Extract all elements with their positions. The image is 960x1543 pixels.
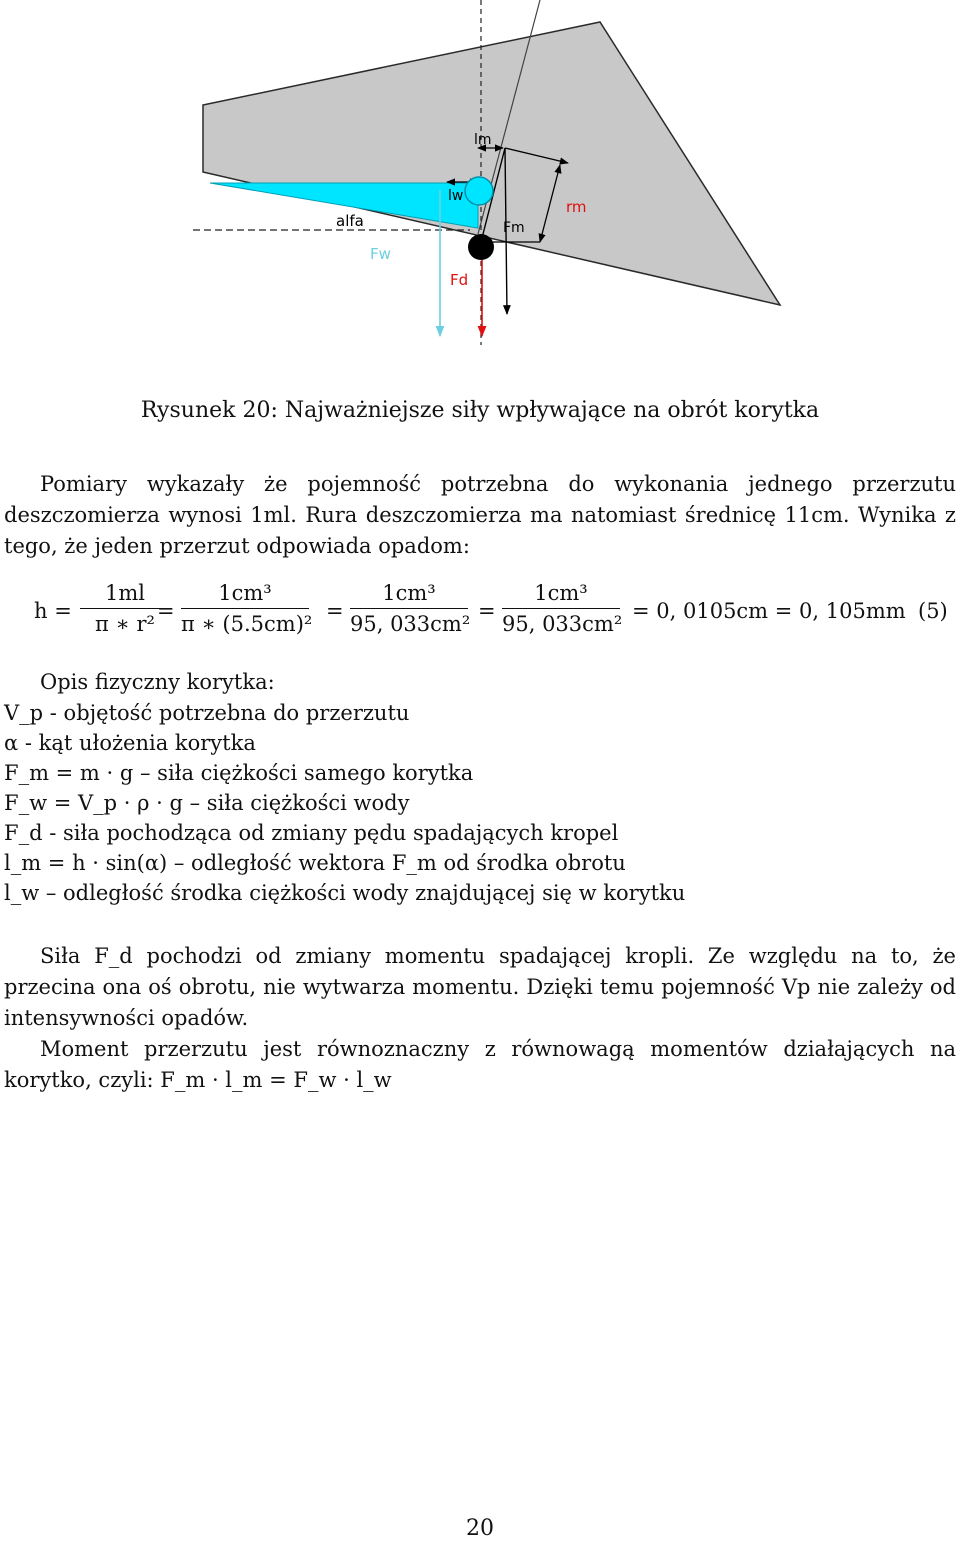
desc-item-fd: F_d - siła pochodząca od zmiany pędu spadających kropel xyxy=(4,821,619,845)
paragraph-fd: Siła F_d pochodzi od zmiany momentu spadającej kropli. Ze względu na to, że przecina ona oś obrotu, nie wytwarza momentu. Dzięki temu pojemność Vp nie zależy od intensywności opadów. xyxy=(4,944,956,1030)
trough-force-diagram xyxy=(0,0,960,360)
eq-frac-1-num: 1ml xyxy=(80,581,170,609)
eq-frac-4 xyxy=(502,581,623,636)
label-rm: rm xyxy=(566,198,587,216)
label-fd: Fd xyxy=(450,271,469,289)
intro-paragraph: Pomiary wykazały że pojemność potrzebna do wykonania jednego przerzutu deszczomierza wynosi 1ml. Rura deszczomierza ma natomiast średnicę 11cm. Wynika z tego, że jeden przerzut odpowiada opadom: xyxy=(4,472,956,558)
eq-frac-4-num: 1cm³ xyxy=(502,581,620,609)
eq-frac-3 xyxy=(350,581,471,636)
paragraph-moment: Moment przerzutu jest równoznaczny z równowagą momentów działających na korytko, czyli: F_m · l_m = F_w · l_w xyxy=(4,1037,956,1092)
pivot-circle xyxy=(468,234,494,260)
eq-frac-2-num: 1cm³ xyxy=(181,581,309,609)
label-fm: Fm xyxy=(503,220,525,236)
desc-item-alpha: α - kąt ułożenia korytka xyxy=(4,731,256,755)
description-list xyxy=(4,698,685,908)
eq-result: = 0, 0105cm = 0, 105mm xyxy=(632,599,906,623)
eq-lhs: h = xyxy=(34,599,72,623)
water-drop-circle xyxy=(465,177,493,205)
eq-frac-3-num: 1cm³ xyxy=(350,581,468,609)
eq-number: (5) xyxy=(918,599,948,623)
eq-eq-1: = xyxy=(157,599,175,623)
eq-eq-2: = xyxy=(326,599,344,623)
eq-frac-4-den: 95, 033cm² xyxy=(502,612,623,636)
label-lw: lw xyxy=(448,188,464,204)
trough-body xyxy=(203,22,780,305)
label-fw: Fw xyxy=(370,245,391,263)
label-alfa: alfa xyxy=(336,212,364,230)
eq-frac-2 xyxy=(181,581,313,636)
desc-item-vp: V_p - objętość potrzebna do przerzutu xyxy=(4,701,410,725)
label-lm: lm xyxy=(474,132,492,148)
desc-item-fm: F_m = m · g – siła ciężkości samego korytka xyxy=(4,761,474,785)
desc-item-lw: l_w – odległość środka ciężkości wody znajdującej się w korytku xyxy=(4,881,686,905)
description-title: Opis fizyczny korytka: xyxy=(40,670,275,694)
eq-frac-3-den: 95, 033cm² xyxy=(350,612,471,636)
page-number: 20 xyxy=(466,1516,494,1541)
figure-caption: Rysunek 20: Najważniejsze siły wpływające na obrót korytka xyxy=(140,398,820,423)
eq-frac-1-den: π ∗ r² xyxy=(95,612,155,636)
desc-item-fw: F_w = V_p · ρ · g – siła ciężkości wody xyxy=(4,791,410,815)
desc-item-lm: l_m = h · sin(α) – odległość wektora F_m od środka obrotu xyxy=(4,851,626,875)
eq-frac-2-den: π ∗ (5.5cm)² xyxy=(181,612,313,636)
eq-eq-3: = xyxy=(478,599,496,623)
equation-5 xyxy=(0,575,960,655)
